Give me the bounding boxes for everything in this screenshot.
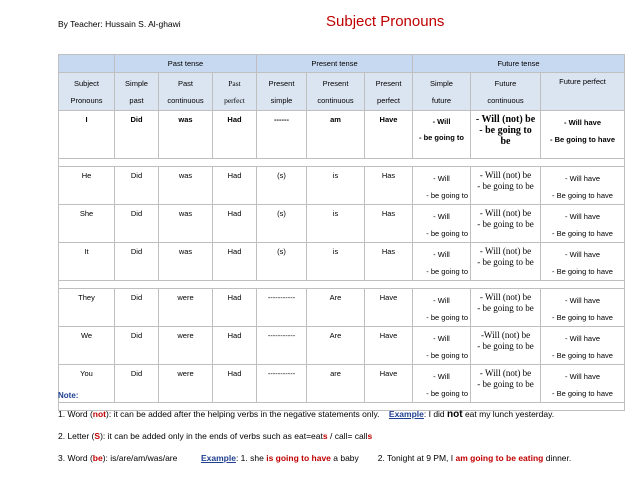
simple-future-cell	[413, 289, 471, 327]
spacer-row	[59, 159, 625, 167]
future-perfect-line: - Will have	[564, 296, 600, 305]
verb-cell: Are	[307, 327, 365, 365]
future-perfect-cell	[541, 111, 625, 159]
note-highlight: s	[322, 431, 328, 441]
note-line-2	[58, 431, 372, 441]
verb-cell: Did	[115, 243, 159, 281]
future-perfect-line: - Will have	[564, 174, 600, 183]
spacer-cell	[541, 159, 625, 167]
spacer-cell	[159, 159, 213, 167]
spacer-cell	[307, 281, 365, 289]
future-continuous-line: - Will (not) be	[479, 292, 532, 302]
table-row	[59, 327, 625, 365]
future-continuous-line: - Will (not) be	[479, 208, 532, 218]
note-highlight: S	[94, 431, 101, 441]
verb-cell: Did	[115, 205, 159, 243]
note-text: 2. Letter (	[58, 431, 95, 441]
verb-cell: Has	[365, 205, 413, 243]
simple-future-line: - be going to	[419, 133, 464, 142]
future-perfect-line: - Be going to have	[552, 389, 613, 398]
note-text: 2. Tonight at 9 PM, I	[377, 453, 456, 463]
verb-cell: Had	[213, 327, 257, 365]
note-text: ): is/are/am/was/are	[102, 453, 178, 463]
spacer-cell	[59, 281, 115, 289]
verb-cell: Has	[365, 167, 413, 205]
future-perfect-cell	[541, 365, 625, 403]
simple-future-cell	[413, 365, 471, 403]
future-continuous-line: - be going to be	[477, 341, 534, 351]
future-perfect-cell	[541, 289, 625, 327]
verb-cell: Had	[213, 111, 257, 159]
verb-cell: -----------	[257, 289, 307, 327]
col-header: Present simple	[257, 73, 307, 111]
spacer-cell	[365, 281, 413, 289]
note-text: 1. Word (	[58, 409, 93, 419]
future-continuous-line: - be going to be	[477, 219, 534, 229]
future-perfect-line: - Be going to have	[552, 229, 613, 238]
future-continuous-cell	[471, 365, 541, 403]
spacer-cell	[471, 281, 541, 289]
future-perfect-line: - Will have	[564, 334, 600, 343]
verb-cell: Had	[213, 205, 257, 243]
simple-future-line: - be going to	[426, 229, 468, 238]
simple-future-line: - Will	[432, 117, 451, 126]
verb-cell: -----------	[257, 327, 307, 365]
future-continuous-cell	[471, 327, 541, 365]
future-continuous-line: -Will (not) be	[480, 330, 531, 340]
verb-cell: Are	[307, 289, 365, 327]
future-perfect-line: - Be going to have	[552, 313, 613, 322]
future-perfect-line: - Will have	[564, 372, 600, 381]
group-past: Past tense	[115, 55, 257, 73]
verb-cell: Have	[365, 111, 413, 159]
verb-cell: Have	[365, 289, 413, 327]
verb-cell: is	[307, 167, 365, 205]
verb-cell: Did	[115, 365, 159, 403]
future-continuous-cell	[471, 243, 541, 281]
note-highlight: be	[92, 453, 103, 463]
pronoun-tense-table	[58, 54, 625, 411]
verb-cell: Had	[213, 243, 257, 281]
note-text: 3. Word (	[58, 453, 93, 463]
group-present: Present tense	[257, 55, 413, 73]
column-header-row	[59, 73, 625, 111]
corner-cell	[59, 55, 115, 73]
note-highlight: s	[367, 431, 373, 441]
future-continuous-line: be	[500, 136, 511, 147]
spacer-cell	[213, 159, 257, 167]
note-highlight: not	[447, 409, 463, 420]
future-continuous-line: - Will (not) be	[479, 368, 532, 378]
verb-cell: Did	[115, 327, 159, 365]
future-perfect-line: - Be going to have	[549, 135, 615, 144]
verb-cell: is	[307, 205, 365, 243]
pronoun-cell: He	[59, 167, 115, 205]
future-continuous-cell	[471, 111, 541, 159]
verb-cell: Had	[213, 289, 257, 327]
verb-cell: were	[159, 289, 213, 327]
col-header: Present continuous	[307, 73, 365, 111]
table-row	[59, 205, 625, 243]
future-continuous-cell	[471, 167, 541, 205]
note-text: : 1. she	[235, 453, 267, 463]
note-highlight: am going to be eating	[455, 453, 544, 463]
spacer-row	[59, 281, 625, 289]
pronoun-cell: She	[59, 205, 115, 243]
col-header: Present perfect	[365, 73, 413, 111]
future-continuous-line: - be going to be	[477, 379, 534, 389]
col-header: Simple future	[413, 73, 471, 111]
verb-cell: was	[159, 167, 213, 205]
future-continuous-line: - Will (not) be	[479, 170, 532, 180]
verb-cell: Has	[365, 243, 413, 281]
spacer-cell	[257, 281, 307, 289]
teacher-name: By Teacher: Hussain S. Al-ghawi	[58, 19, 181, 29]
future-continuous-cell	[471, 205, 541, 243]
future-continuous-line: - Will (not) be	[479, 246, 532, 256]
spacer-cell	[413, 159, 471, 167]
simple-future-line: - be going to	[426, 313, 468, 322]
note-text: ): it can be added after the helping verbs in the negative statements only.	[106, 409, 380, 419]
verb-cell: Had	[213, 167, 257, 205]
spacer-cell	[159, 281, 213, 289]
table-row	[59, 167, 625, 205]
simple-future-line: - Will	[433, 334, 450, 343]
simple-future-cell	[413, 327, 471, 365]
future-perfect-cell	[541, 167, 625, 205]
future-perfect-line: - Be going to have	[552, 191, 613, 200]
future-continuous-line: - be going to	[479, 125, 532, 136]
example-label: Example	[388, 409, 424, 419]
future-perfect-cell	[541, 243, 625, 281]
note-text: dinner.	[543, 453, 572, 463]
note-text: : I did	[423, 409, 448, 419]
verb-cell: are	[307, 365, 365, 403]
simple-future-line: - be going to	[426, 267, 468, 276]
pronoun-cell: We	[59, 327, 115, 365]
pronoun-cell: You	[59, 365, 115, 403]
simple-future-cell	[413, 111, 471, 159]
simple-future-line: - Will	[433, 250, 450, 259]
group-future: Future tense	[413, 55, 625, 73]
verb-cell: Have	[365, 327, 413, 365]
spacer-cell	[365, 159, 413, 167]
spacer-cell	[115, 159, 159, 167]
table-row	[59, 111, 625, 159]
future-perfect-line: - Will have	[563, 118, 602, 127]
verb-cell: -----------	[257, 365, 307, 403]
spacer-cell	[59, 159, 115, 167]
note-line-1	[58, 409, 554, 420]
spacer-cell	[541, 281, 625, 289]
future-perfect-cell	[541, 205, 625, 243]
future-continuous-cell	[471, 289, 541, 327]
verb-cell: (s)	[257, 243, 307, 281]
simple-future-line: - Will	[433, 372, 450, 381]
spacer-cell	[257, 159, 307, 167]
col-header: Simple past	[115, 73, 159, 111]
verb-cell: ------	[257, 111, 307, 159]
example-label: Example	[200, 453, 236, 463]
simple-future-line: - be going to	[426, 389, 468, 398]
spacer-cell	[115, 281, 159, 289]
note-line-3	[58, 453, 571, 463]
simple-future-line: - be going to	[426, 191, 468, 200]
future-perfect-line: - Will have	[564, 212, 600, 221]
note-text: eat my lunch yesterday.	[462, 409, 555, 419]
simple-future-cell	[413, 205, 471, 243]
pronoun-cell: It	[59, 243, 115, 281]
verb-cell: Had	[213, 365, 257, 403]
future-continuous-line: - be going to be	[477, 181, 534, 191]
future-perfect-line: - Be going to have	[552, 351, 613, 360]
verb-cell: (s)	[257, 167, 307, 205]
verb-cell: were	[159, 365, 213, 403]
spacer-cell	[471, 159, 541, 167]
future-continuous-line: - Will (not) be	[475, 114, 536, 125]
future-perfect-cell	[541, 327, 625, 365]
page-title: Subject Pronouns	[326, 13, 445, 30]
col-header: Future perfect	[541, 73, 625, 111]
spacer-cell	[307, 159, 365, 167]
table-row	[59, 289, 625, 327]
note-text: a baby	[330, 453, 359, 463]
simple-future-line: - Will	[433, 174, 450, 183]
note-text: / call= call	[327, 431, 368, 441]
simple-future-line: - Will	[433, 296, 450, 305]
verb-cell: was	[159, 205, 213, 243]
future-continuous-line: - be going to be	[477, 257, 534, 267]
simple-future-line: - Will	[433, 212, 450, 221]
simple-future-cell	[413, 243, 471, 281]
verb-cell: Did	[115, 167, 159, 205]
col-header: Subject Pronouns	[59, 73, 115, 111]
note-heading: Note:	[58, 391, 79, 400]
col-header: Past perfect	[213, 73, 257, 111]
spacer-cell	[413, 281, 471, 289]
future-continuous-line: - be going to be	[477, 303, 534, 313]
spacer-cell	[213, 281, 257, 289]
verb-cell: Did	[115, 111, 159, 159]
tense-group-row	[59, 55, 625, 73]
verb-cell: is	[307, 243, 365, 281]
verb-cell: were	[159, 327, 213, 365]
simple-future-cell	[413, 167, 471, 205]
future-perfect-line: - Will have	[564, 250, 600, 259]
simple-future-line: - be going to	[426, 351, 468, 360]
pronoun-cell: I	[59, 111, 115, 159]
table-row	[59, 365, 625, 403]
future-perfect-line: - Be going to have	[552, 267, 613, 276]
verb-cell: (s)	[257, 205, 307, 243]
verb-cell: am	[307, 111, 365, 159]
verb-cell: Did	[115, 289, 159, 327]
pronoun-cell: They	[59, 289, 115, 327]
col-header: Past continuous	[159, 73, 213, 111]
note-highlight: is going to have	[266, 453, 331, 463]
verb-cell: was	[159, 111, 213, 159]
verb-cell: Have	[365, 365, 413, 403]
col-header: Future continuous	[471, 73, 541, 111]
note-highlight: not	[92, 409, 107, 419]
note-text: ): it can be added only in the ends of verbs such as eat=eat	[100, 431, 323, 441]
table-row	[59, 243, 625, 281]
verb-cell: was	[159, 243, 213, 281]
